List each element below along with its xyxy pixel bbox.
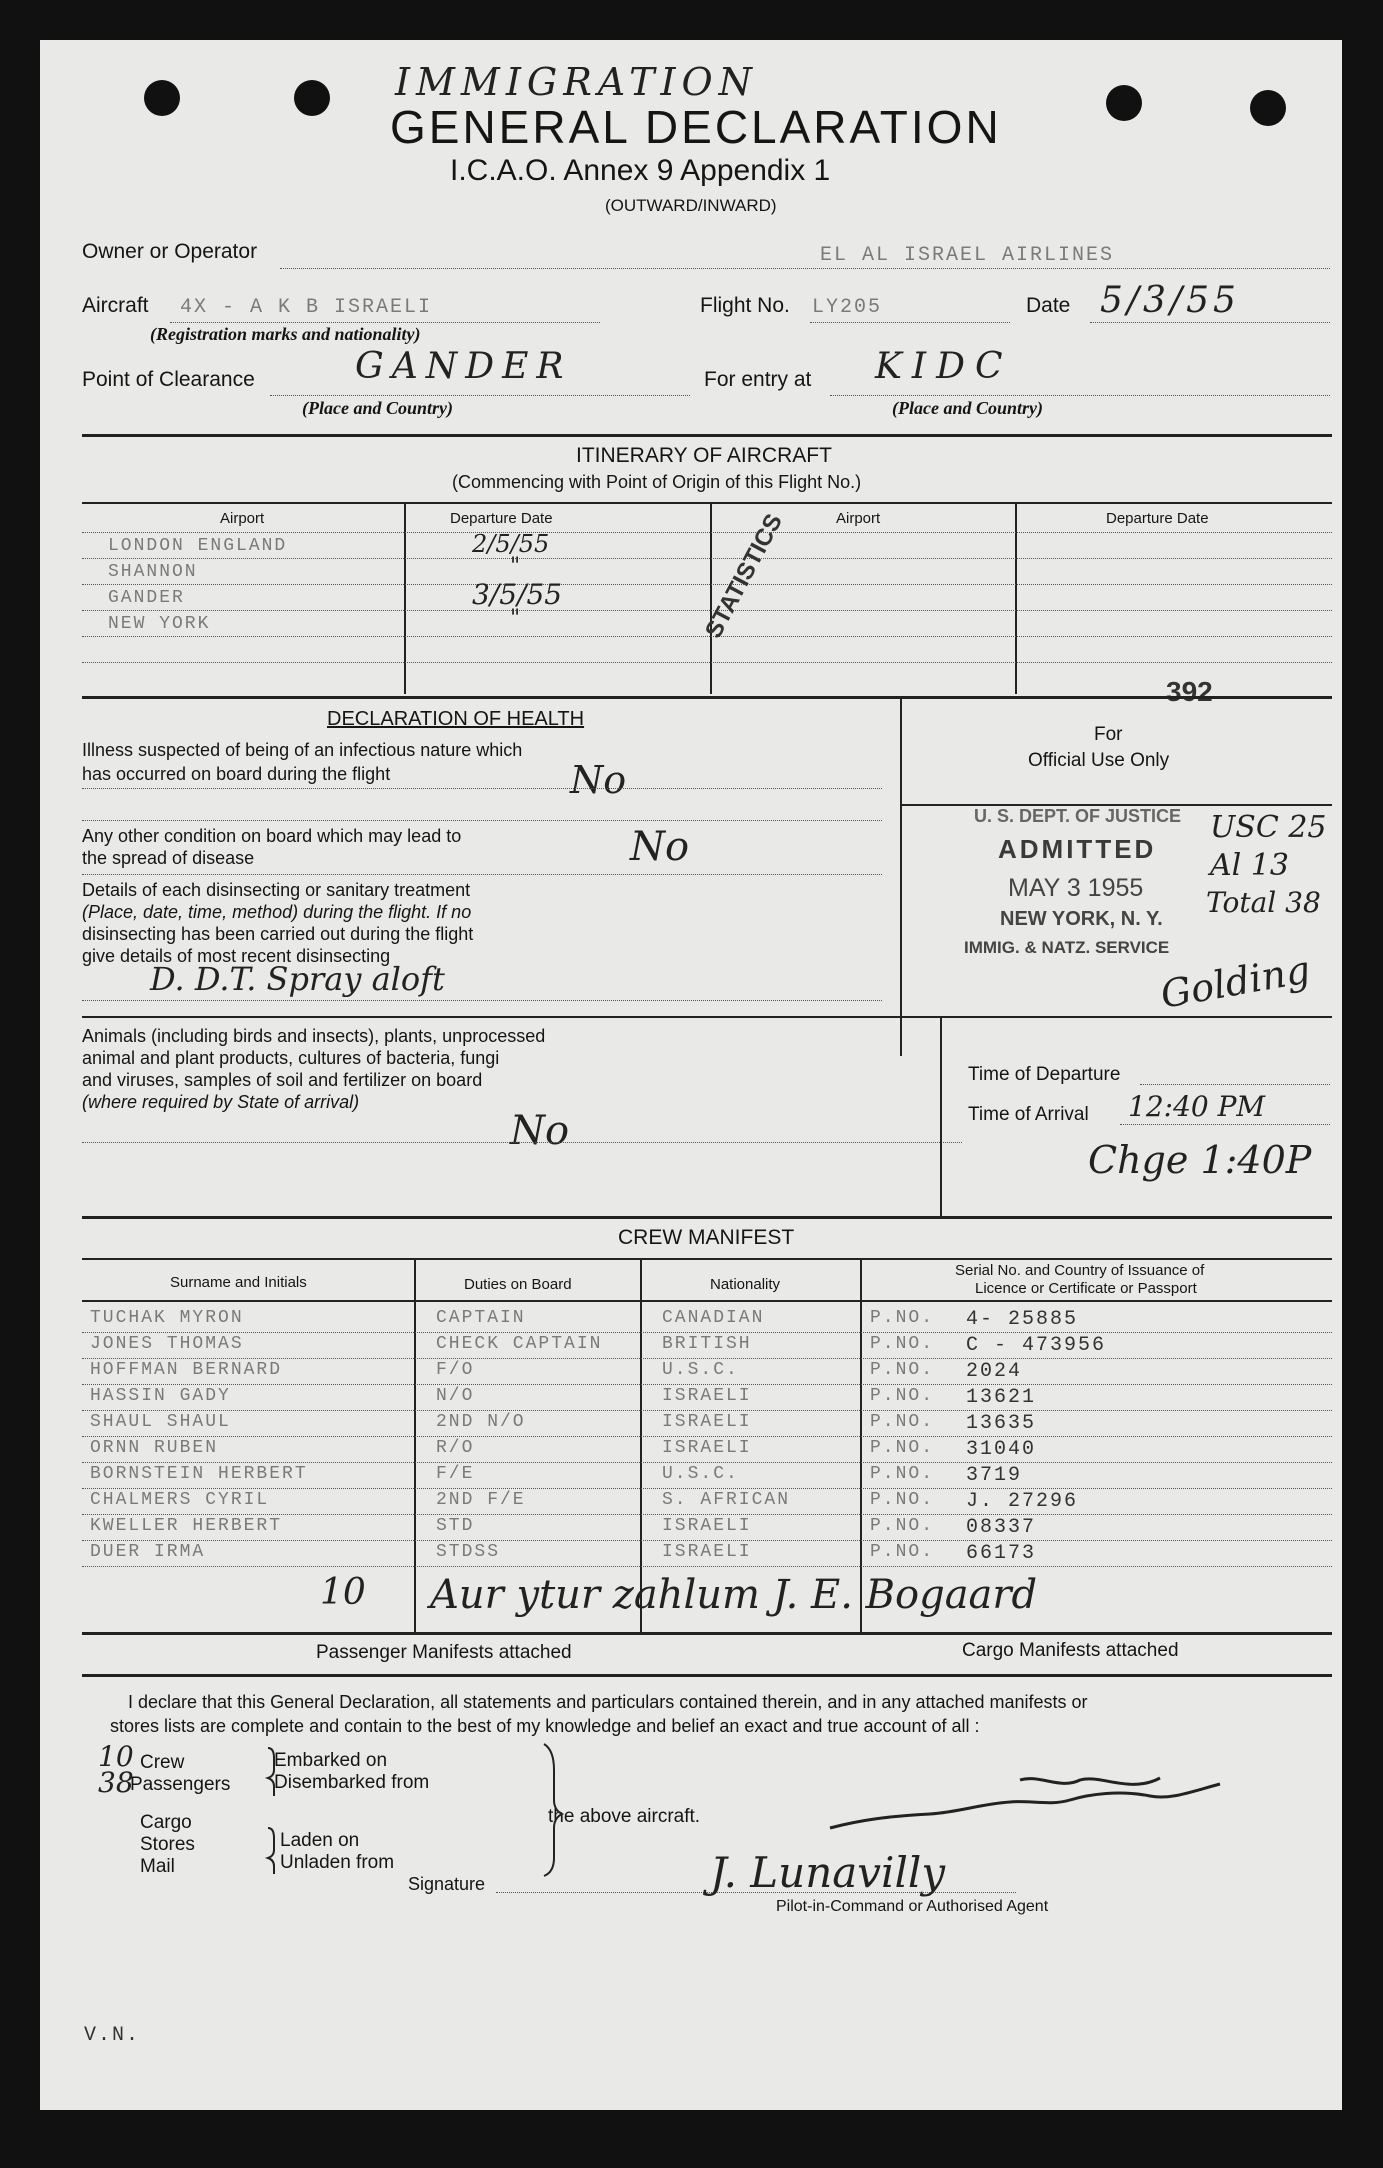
table-border xyxy=(82,1300,1332,1302)
col-departure2-header: Departure Date xyxy=(1106,510,1209,527)
health-q1-line: Illness suspected of being of an infectious nature which xyxy=(82,740,523,760)
cargo-manifests: Cargo Manifests attached xyxy=(962,1640,1179,1661)
health-q3-line: (Place, date, time, method) during the flight. If no xyxy=(82,902,472,922)
animals-answer: No xyxy=(510,1108,570,1154)
entry-value: KIDC xyxy=(875,346,1013,387)
health-title: DECLARATION OF HEALTH xyxy=(327,708,585,730)
passenger-manifests: Passenger Manifests attached xyxy=(316,1642,572,1663)
crew-duty: F/O xyxy=(436,1360,475,1380)
dotted-line xyxy=(170,322,600,323)
divider xyxy=(82,1632,1332,1635)
arrival-note: Chge 1:40P xyxy=(1088,1138,1312,1182)
crew-name: CHALMERS CYRIL xyxy=(90,1490,270,1510)
flight-value: LY205 xyxy=(812,296,883,319)
itinerary-subtitle: (Commencing with Point of Origin of this Flight No.) xyxy=(452,472,862,492)
row-line xyxy=(82,584,1332,585)
row-line xyxy=(82,1514,1332,1515)
date-label: Date xyxy=(1026,294,1071,317)
row-line xyxy=(82,636,1332,637)
dotted-line xyxy=(82,788,882,789)
crew-col-serial: Serial No. and Country of Issuance of xyxy=(955,1262,1205,1279)
crew-pno: P.NO. xyxy=(870,1334,935,1354)
health-q2-line: the spread of disease xyxy=(82,848,255,868)
itinerary-title: ITINERARY OF AIRCRAFT xyxy=(576,444,832,467)
signature-label: Signature xyxy=(408,1874,486,1894)
row-line xyxy=(82,532,1332,533)
dotted-line xyxy=(1140,1084,1330,1085)
crew-duty: STD xyxy=(436,1516,475,1536)
crew-pno: P.NO. xyxy=(870,1386,935,1406)
arrival-time-label: Time of Arrival xyxy=(968,1104,1089,1125)
form-title: GENERAL DECLARATION xyxy=(390,101,1002,153)
crew-duty: 2ND N/O xyxy=(436,1412,526,1432)
crew-serial: J. 27296 xyxy=(966,1490,1079,1513)
arrival-time-value: 12:40 PM xyxy=(1128,1090,1266,1123)
dotted-line xyxy=(82,1000,882,1001)
health-q3-line: give details of most recent disinsecting xyxy=(82,946,391,966)
itinerary-airport: GANDER xyxy=(108,588,185,608)
dotted-line xyxy=(1090,322,1330,323)
crew-serial: 4- 25885 xyxy=(966,1308,1079,1331)
row-line xyxy=(82,662,1332,663)
aircraft-value: 4X - A K B ISRAELI xyxy=(180,296,433,319)
punch-hole xyxy=(1250,90,1286,126)
crew-serial: 13635 xyxy=(966,1412,1037,1435)
stamp-admitted: ADMITTED xyxy=(998,834,1157,864)
form-subtitle: I.C.A.O. Annex 9 Appendix 1 xyxy=(450,154,831,187)
dotted-line xyxy=(830,395,1330,396)
row-line xyxy=(82,610,1332,611)
row-line xyxy=(82,1384,1332,1385)
entry-label: For entry at xyxy=(704,368,812,391)
aircraft-note: (Registration marks and nationality) xyxy=(150,324,421,344)
pilot-label: Pilot-in-Command or Authorised Agent xyxy=(776,1898,1049,1915)
crew-pno: P.NO. xyxy=(870,1360,935,1380)
crew-nationality: CANADIAN xyxy=(662,1308,765,1328)
punch-hole xyxy=(1106,85,1142,121)
itinerary-date: 2/5/55 xyxy=(472,530,550,558)
crew-name: BORNSTEIN HERBERT xyxy=(90,1464,308,1484)
crew-nationality: ISRAELI xyxy=(662,1542,752,1562)
crew-nationality: U.S.C. xyxy=(662,1464,739,1484)
cargo-label: Cargo xyxy=(140,1812,192,1833)
animals-line: animal and plant products, cultures of bacteria, fungi xyxy=(82,1048,500,1068)
crew-duty: R/O xyxy=(436,1438,475,1458)
crew-col-serial: Licence or Certificate or Passport xyxy=(975,1280,1197,1297)
health-a2: No xyxy=(630,824,690,870)
box-divider xyxy=(900,698,902,1056)
aircraft-label: Aircraft xyxy=(82,294,149,317)
crew-serial: 66173 xyxy=(966,1542,1037,1565)
crew-serial: 31040 xyxy=(966,1438,1037,1461)
stamp-date: MAY 3 1955 xyxy=(1008,874,1144,902)
crew-nationality: U.S.C. xyxy=(662,1360,739,1380)
row-line xyxy=(82,1332,1332,1333)
divider xyxy=(82,434,1332,437)
crew-serial: 3719 xyxy=(966,1464,1023,1487)
crew-col-nationality: Nationality xyxy=(710,1276,781,1293)
crew-duty: F/E xyxy=(436,1464,475,1484)
above-aircraft: the above aircraft. xyxy=(548,1806,701,1827)
divider xyxy=(82,696,1332,699)
animals-line: and viruses, samples of soil and fertilizer on board xyxy=(82,1070,483,1090)
crew-duty: CAPTAIN xyxy=(436,1308,526,1328)
flight-label: Flight No. xyxy=(700,294,790,317)
itinerary-airport: NEW YORK xyxy=(108,614,211,634)
clearance-note: (Place and Country) xyxy=(302,398,453,418)
stamp-line: IMMIG. & NATZ. SERVICE xyxy=(964,938,1170,957)
signature-scribble xyxy=(820,1770,1260,1850)
unladen-label: Unladen from xyxy=(280,1852,395,1873)
crew-nationality: ISRAELI xyxy=(662,1516,752,1536)
form-direction: (OUTWARD/INWARD) xyxy=(605,196,777,215)
crew-pno: P.NO. xyxy=(870,1516,935,1536)
dotted-line xyxy=(82,874,882,875)
passenger-count-label: Passengers xyxy=(130,1774,231,1795)
col-departure-header: Departure Date xyxy=(450,510,553,527)
official-note: USC 25 xyxy=(1210,810,1327,845)
officer-signature: Golding xyxy=(1157,947,1314,1017)
official-note: Al 13 xyxy=(1210,848,1289,883)
declaration-form xyxy=(40,40,1342,2110)
health-a1: No xyxy=(570,758,627,802)
itinerary-date: 3/5/55 xyxy=(472,578,563,611)
health-q2-line: Any other condition on board which may lead to xyxy=(82,826,462,846)
crew-pno: P.NO. xyxy=(870,1412,935,1432)
operator-label: Owner or Operator xyxy=(82,240,258,263)
crew-nationality: ISRAELI xyxy=(662,1412,752,1432)
crew-count: 10 xyxy=(98,1740,134,1773)
stores-label: Stores xyxy=(140,1834,195,1855)
entry-note: (Place and Country) xyxy=(892,398,1043,418)
crew-nationality: S. AFRICAN xyxy=(662,1490,791,1510)
divider xyxy=(82,1216,1332,1219)
crew-name: DUER IRMA xyxy=(90,1542,206,1562)
crew-pno: P.NO. xyxy=(870,1490,935,1510)
crew-nationality: ISRAELI xyxy=(662,1438,752,1458)
dotted-line xyxy=(82,820,882,821)
crew-name: JONES THOMAS xyxy=(90,1334,244,1354)
divider xyxy=(82,1016,1332,1018)
crew-title: CREW MANIFEST xyxy=(618,1226,795,1249)
footer-vn: V.N. xyxy=(84,2024,141,2047)
crew-serial: 08337 xyxy=(966,1516,1037,1539)
punch-hole xyxy=(144,80,180,116)
crew-duty: STDSS xyxy=(436,1542,501,1562)
box-divider xyxy=(940,1018,942,1216)
mail-label: Mail xyxy=(140,1856,175,1877)
crew-nationality: BRITISH xyxy=(662,1334,752,1354)
statistics-stamp: STATISTICS xyxy=(700,509,788,643)
crew-name: KWELLER HERBERT xyxy=(90,1516,283,1536)
crew-name: TUCHAK MYRON xyxy=(90,1308,244,1328)
embarked-label: Embarked on xyxy=(274,1750,388,1771)
crew-col-name: Surname and Initials xyxy=(170,1274,307,1291)
row-line xyxy=(82,1410,1332,1411)
itinerary-airport: LONDON ENGLAND xyxy=(108,536,288,556)
table-border xyxy=(82,1258,1332,1260)
date-value: 5/3/55 xyxy=(1100,280,1240,321)
itinerary-date: " xyxy=(510,554,521,579)
dotted-line xyxy=(270,395,690,396)
punch-hole xyxy=(294,80,330,116)
crew-pno: P.NO. xyxy=(870,1464,935,1484)
crew-count-label: Crew xyxy=(140,1752,185,1773)
crew-duty: 2ND F/E xyxy=(436,1490,526,1510)
row-line xyxy=(82,1358,1332,1359)
row-line xyxy=(82,1436,1332,1437)
departure-time-label: Time of Departure xyxy=(968,1064,1121,1085)
crew-name: SHAUL SHAUL xyxy=(90,1412,231,1432)
col-airport-header: Airport xyxy=(220,510,265,527)
dotted-line xyxy=(82,1142,962,1143)
health-q3-line: Details of each disinsecting or sanitary treatment xyxy=(82,880,471,900)
crew-pno: P.NO. xyxy=(870,1438,935,1458)
crew-pno: P.NO. xyxy=(870,1542,935,1562)
crew-pno: P.NO. xyxy=(870,1308,935,1328)
crew-duty: CHECK CAPTAIN xyxy=(436,1334,603,1354)
stamp-line: NEW YORK, N. Y. xyxy=(1000,908,1163,930)
row-line xyxy=(82,558,1332,559)
row-line xyxy=(82,1540,1332,1541)
crew-duty: N/O xyxy=(436,1386,475,1406)
animals-line: Animals (including birds and insects), plants, unprocessed xyxy=(82,1026,546,1046)
clearance-label: Point of Clearance xyxy=(82,368,255,391)
animals-line: (where required by State of arrival) xyxy=(82,1092,360,1112)
clearance-value: GANDER xyxy=(355,346,572,387)
crew-handwritten-note: Aur ytur zahlum J. E. Bogaard xyxy=(430,1572,1038,1618)
official-title-line: For xyxy=(1094,724,1123,745)
dotted-line xyxy=(280,268,1330,269)
itinerary-airport: SHANNON xyxy=(108,562,198,582)
col-airport2-header: Airport xyxy=(836,510,881,527)
row-line xyxy=(82,1566,1332,1567)
crew-serial: 13621 xyxy=(966,1386,1037,1409)
health-a3: D. D.T. Spray aloft xyxy=(150,960,445,998)
crew-name: HASSIN GADY xyxy=(90,1386,231,1406)
row-line xyxy=(82,1488,1332,1489)
form-number: 392 xyxy=(1166,676,1213,707)
crew-name: ORNN RUBEN xyxy=(90,1438,219,1458)
health-q3-line: disinsecting has been carried out during the flight xyxy=(82,924,474,944)
crew-total: 10 xyxy=(320,1572,366,1613)
stamp-line: U. S. DEPT. OF JUSTICE xyxy=(974,806,1182,826)
crew-name: HOFFMAN BERNARD xyxy=(90,1360,283,1380)
row-line xyxy=(82,1462,1332,1463)
table-border xyxy=(82,502,1332,504)
crew-nationality: ISRAELI xyxy=(662,1386,752,1406)
divider xyxy=(82,1674,1332,1677)
declaration-line: stores lists are complete and contain to the best of my knowledge and belief an exact and true account of all : xyxy=(110,1716,980,1736)
col-divider xyxy=(414,1260,416,1632)
health-q1-line: has occurred on board during the flight xyxy=(82,764,391,784)
operator-value: EL AL ISRAEL AIRLINES xyxy=(820,244,1115,267)
pilot-signature: J. Lunavilly xyxy=(710,1848,946,1897)
crew-serial: 2024 xyxy=(966,1360,1023,1383)
crew-serial: C - 473956 xyxy=(966,1334,1107,1357)
disembarked-label: Disembarked from xyxy=(274,1772,430,1793)
crew-col-duties: Duties on Board xyxy=(464,1276,572,1293)
declaration-line: I declare that this General Declaration, all statements and particulars contained therein, and in any attached manifests or xyxy=(128,1692,1088,1712)
itinerary-date: " xyxy=(510,606,521,631)
handwritten-title: IMMIGRATION xyxy=(395,60,758,104)
official-title-line: Official Use Only xyxy=(1028,750,1170,771)
dotted-line xyxy=(1120,1124,1330,1125)
bracket-lines xyxy=(260,1740,580,1880)
dotted-line xyxy=(810,322,1010,323)
laden-label: Laden on xyxy=(280,1830,360,1851)
passenger-count: 38 xyxy=(98,1766,134,1799)
official-note: Total 38 xyxy=(1206,886,1321,919)
